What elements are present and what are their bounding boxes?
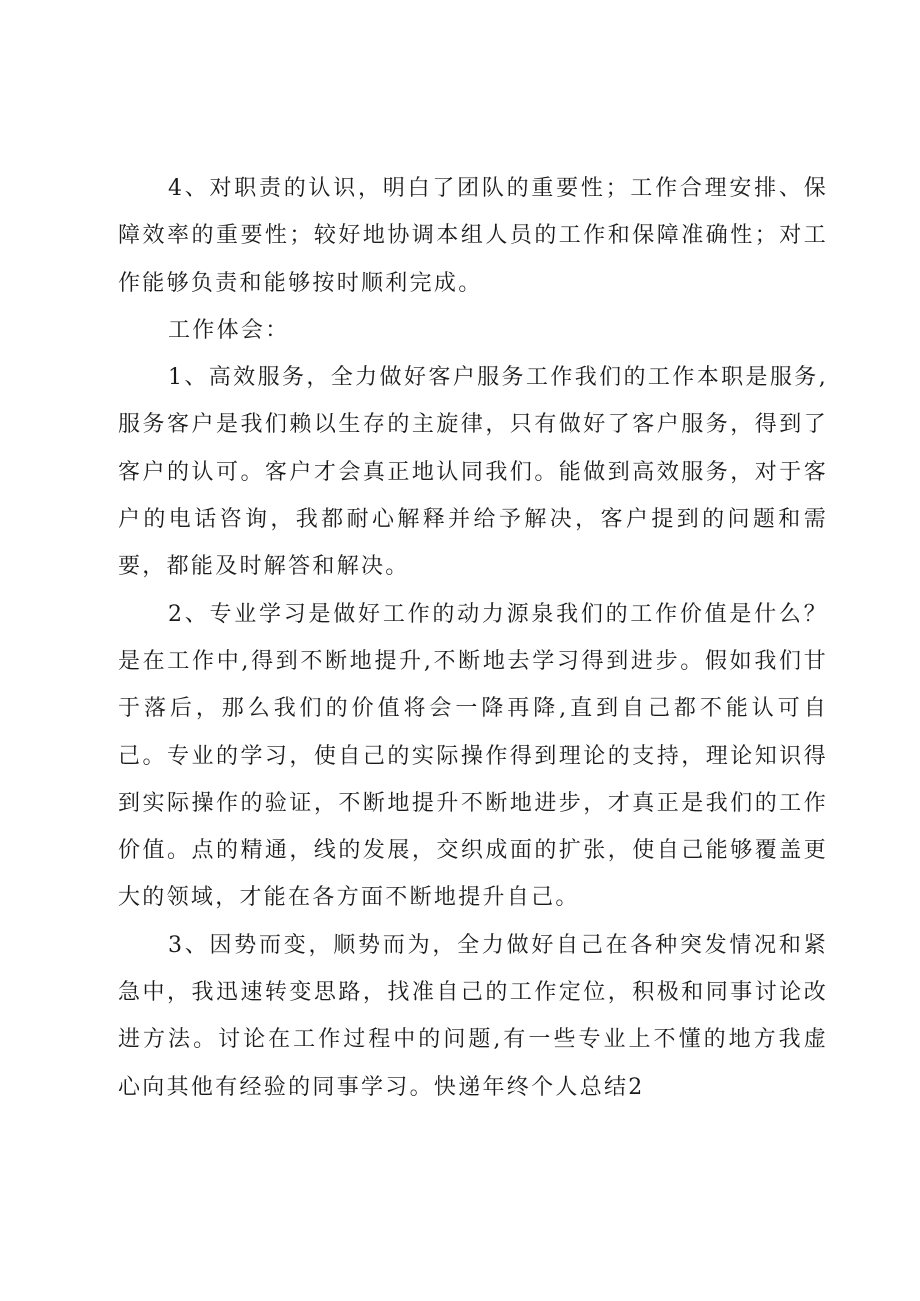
paragraph-professional-learning: 2、专业学习是做好工作的动力源泉我们的工作价值是什么？是在工作中,得到不断地提升,不断地去学习得到进步。假如我们甘于落后，那么我们的价值将会一降再降,直到自己都不能认可自己。专业的学习，使自己的实际操作得到理论的支持，理论知识得到实际操作的验证，不断地提升不断地进步，才真正是我们的工作价值。点的精通，线的发展，交织成面的扩张，使自己能够覆盖更大的领域，才能在各方面不断地提升自己。 [118,601,828,911]
paragraph-efficient-service: 1、高效服务，全力做好客户服务工作我们的工作本职是服务,服务客户是我们赖以生存的主旋律，只有做好了客户服务，得到了客户的认可。客户才会真正地认同我们。能做到高效服务，对于客户的电话咨询，我都耐心解释并给予解决，客户提到的问题和需要，都能及时解答和解决。 [118,365,828,580]
paragraph-adapt-to-situation: 3、因势而变，顺势而为，全力做好自己在各种突发情况和紧急中，我迅速转变思路，找准自己的工作定位，积极和同事讨论改进方法。讨论在工作过程中的问题,有一些专业上不懂的地方我虚心向其他有经验的同事学习。快递年终个人总结2 [118,932,828,1100]
paragraph-item-4: 4、对职责的认识，明白了团队的重要性；工作合理安排、保障效率的重要性；较好地协调本组人员的工作和保障准确性；对工作能够负责和能够按时顺利完成。 [118,176,828,296]
document-body [118,165,828,1111]
section-heading-work-experience: 工作体会： [168,317,290,343]
